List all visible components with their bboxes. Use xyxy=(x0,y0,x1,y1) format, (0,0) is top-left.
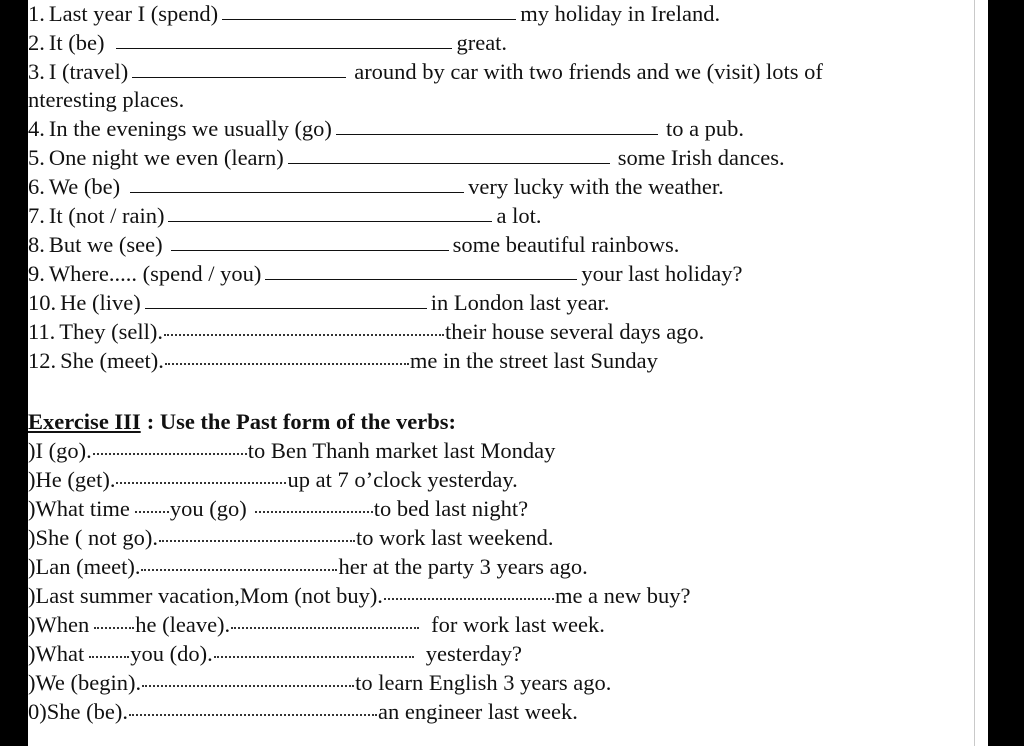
answer-blank[interactable] xyxy=(164,333,444,336)
item-prompt: What time xyxy=(35,496,130,521)
item-mid: you (do). xyxy=(130,641,213,666)
answer-blank[interactable] xyxy=(222,18,516,20)
answer-blank[interactable] xyxy=(384,597,554,600)
item-rest: an engineer last week. xyxy=(377,699,578,724)
answer-blank[interactable] xyxy=(145,307,427,309)
exercise-item-3 xyxy=(28,58,823,86)
exercise3-item-4 xyxy=(28,524,553,552)
answer-blank[interactable] xyxy=(130,191,464,193)
item-prompt: They (sell). xyxy=(59,319,164,344)
item-number: 8. xyxy=(28,232,45,257)
item-rest: to bed last night? xyxy=(373,496,529,521)
answer-blank[interactable] xyxy=(142,684,354,687)
item-rest: their house several days ago. xyxy=(445,319,705,344)
item-number: ) xyxy=(28,612,36,637)
answer-blank[interactable] xyxy=(168,220,492,222)
exercise3-item-8 xyxy=(28,640,522,668)
item-number: 4. xyxy=(28,116,45,141)
answer-blank[interactable] xyxy=(159,539,355,542)
item-prompt: Where..... (spend / you) xyxy=(48,261,262,286)
item-number: ) xyxy=(28,467,36,492)
item-number: 6. xyxy=(28,174,45,199)
item-rest: to work last weekend. xyxy=(356,525,554,550)
item-number: 9. xyxy=(28,261,45,286)
item-rest: yesterday? xyxy=(425,641,522,666)
exercise-item-12 xyxy=(28,347,658,375)
exercise-item-1 xyxy=(28,0,720,28)
item-number: ) xyxy=(28,641,36,666)
exercise3-item-10 xyxy=(28,698,578,726)
answer-blank[interactable] xyxy=(135,510,169,513)
item-number: 1. xyxy=(28,1,45,26)
item-rest: in London last year. xyxy=(430,290,610,315)
exercise-item-4 xyxy=(28,115,744,143)
item-prompt: What xyxy=(35,641,85,666)
answer-blank[interactable] xyxy=(231,626,419,629)
item-rest: some Irish dances. xyxy=(617,145,785,170)
worksheet-page xyxy=(28,0,988,746)
item-prompt: Lan (meet). xyxy=(35,554,141,579)
exercise3-item-3 xyxy=(28,495,528,523)
exercise-item-10 xyxy=(28,289,609,317)
exercise3-item-1 xyxy=(28,437,555,465)
item-prompt: But we (see) xyxy=(48,232,163,257)
answer-blank[interactable] xyxy=(89,655,129,658)
item-prompt: Last year I (spend) xyxy=(48,1,219,26)
item-continuation: nteresting places. xyxy=(28,87,185,112)
item-prompt: It (be) xyxy=(48,30,105,55)
exercise-item-9 xyxy=(28,260,743,288)
item-number: ) xyxy=(28,496,36,521)
item-mid: you (go) xyxy=(169,496,247,521)
item-rest: me in the street last Sunday xyxy=(409,348,658,373)
item-number: 3. xyxy=(28,59,45,84)
item-number: ) xyxy=(28,525,36,550)
exercise-item-2 xyxy=(28,29,507,57)
answer-blank[interactable] xyxy=(116,47,452,49)
exercise3-item-5 xyxy=(28,553,588,581)
item-rest: very lucky with the weather. xyxy=(468,174,724,199)
answer-blank[interactable] xyxy=(214,655,414,658)
answer-blank[interactable] xyxy=(94,626,134,629)
answer-blank[interactable] xyxy=(336,133,658,135)
exercise-item-5 xyxy=(28,144,785,172)
answer-blank[interactable] xyxy=(116,481,286,484)
answer-blank[interactable] xyxy=(129,713,377,716)
exercise-item-8 xyxy=(28,231,679,259)
item-mid: he (leave). xyxy=(135,612,231,637)
item-prompt: We (begin). xyxy=(35,670,142,695)
item-number: 5. xyxy=(28,145,45,170)
exercise-3-label: Exercise III xyxy=(28,409,141,434)
answer-blank[interactable] xyxy=(132,76,346,78)
item-rest: to Ben Thanh market last Monday xyxy=(247,438,556,463)
exercise-item-7 xyxy=(28,202,541,230)
exercise-item-6 xyxy=(28,173,724,201)
exercise-item-3-continued xyxy=(28,86,184,114)
item-prompt: I (travel) xyxy=(48,59,129,84)
item-number: ) xyxy=(28,670,36,695)
item-number: 2. xyxy=(28,30,45,55)
item-rest: around by car with two friends and we (visit) lots of xyxy=(354,59,823,84)
item-rest: her at the party 3 years ago. xyxy=(338,554,588,579)
exercise-3-heading xyxy=(28,408,456,436)
item-rest: great. xyxy=(456,30,508,55)
item-number: ) xyxy=(28,554,36,579)
item-number: ) xyxy=(28,438,36,463)
answer-blank[interactable] xyxy=(165,362,409,365)
answer-blank[interactable] xyxy=(265,278,577,280)
exercise3-item-7 xyxy=(28,611,605,639)
exercise-3-instruction: : Use the Past form of the verbs: xyxy=(146,409,456,434)
item-prompt: Last summer vacation,Mom (not buy). xyxy=(35,583,383,608)
item-prompt: It (not / rain) xyxy=(48,203,165,228)
item-prompt: In the evenings we usually (go) xyxy=(48,116,332,141)
exercise-item-11 xyxy=(28,318,704,346)
exercise3-item-2 xyxy=(28,466,518,494)
item-rest: to a pub. xyxy=(665,116,745,141)
item-rest: for work last week. xyxy=(431,612,605,637)
item-number: 11. xyxy=(28,319,56,344)
item-rest: your last holiday? xyxy=(581,261,743,286)
item-number: 0) xyxy=(28,699,47,724)
item-number: 7. xyxy=(28,203,45,228)
answer-blank[interactable] xyxy=(93,452,247,455)
item-prompt: He (get). xyxy=(35,467,116,492)
page-edge xyxy=(974,0,975,746)
item-prompt: He (live) xyxy=(60,290,141,315)
exercise3-item-6 xyxy=(28,582,691,610)
item-prompt: She (meet). xyxy=(60,348,164,373)
item-rest: some beautiful rainbows. xyxy=(452,232,680,257)
exercise3-item-9 xyxy=(28,669,611,697)
item-rest: my holiday in Ireland. xyxy=(520,1,721,26)
answer-blank[interactable] xyxy=(288,162,610,164)
item-rest: up at 7 o’clock yesterday. xyxy=(287,467,518,492)
item-number: ) xyxy=(28,583,36,608)
item-prompt: We (be) xyxy=(48,174,121,199)
item-prompt: One night we even (learn) xyxy=(48,145,284,170)
answer-blank[interactable] xyxy=(141,568,337,571)
item-number: 12. xyxy=(28,348,57,373)
item-rest: a lot. xyxy=(496,203,542,228)
item-rest: to learn English 3 years ago. xyxy=(355,670,612,695)
item-prompt: She ( not go). xyxy=(35,525,158,550)
item-prompt: When xyxy=(35,612,90,637)
item-rest: me a new buy? xyxy=(554,583,691,608)
item-number: 10. xyxy=(28,290,57,315)
item-prompt: I (go). xyxy=(35,438,92,463)
answer-blank[interactable] xyxy=(255,510,373,513)
answer-blank[interactable] xyxy=(171,249,449,251)
item-prompt: She (be). xyxy=(46,699,128,724)
